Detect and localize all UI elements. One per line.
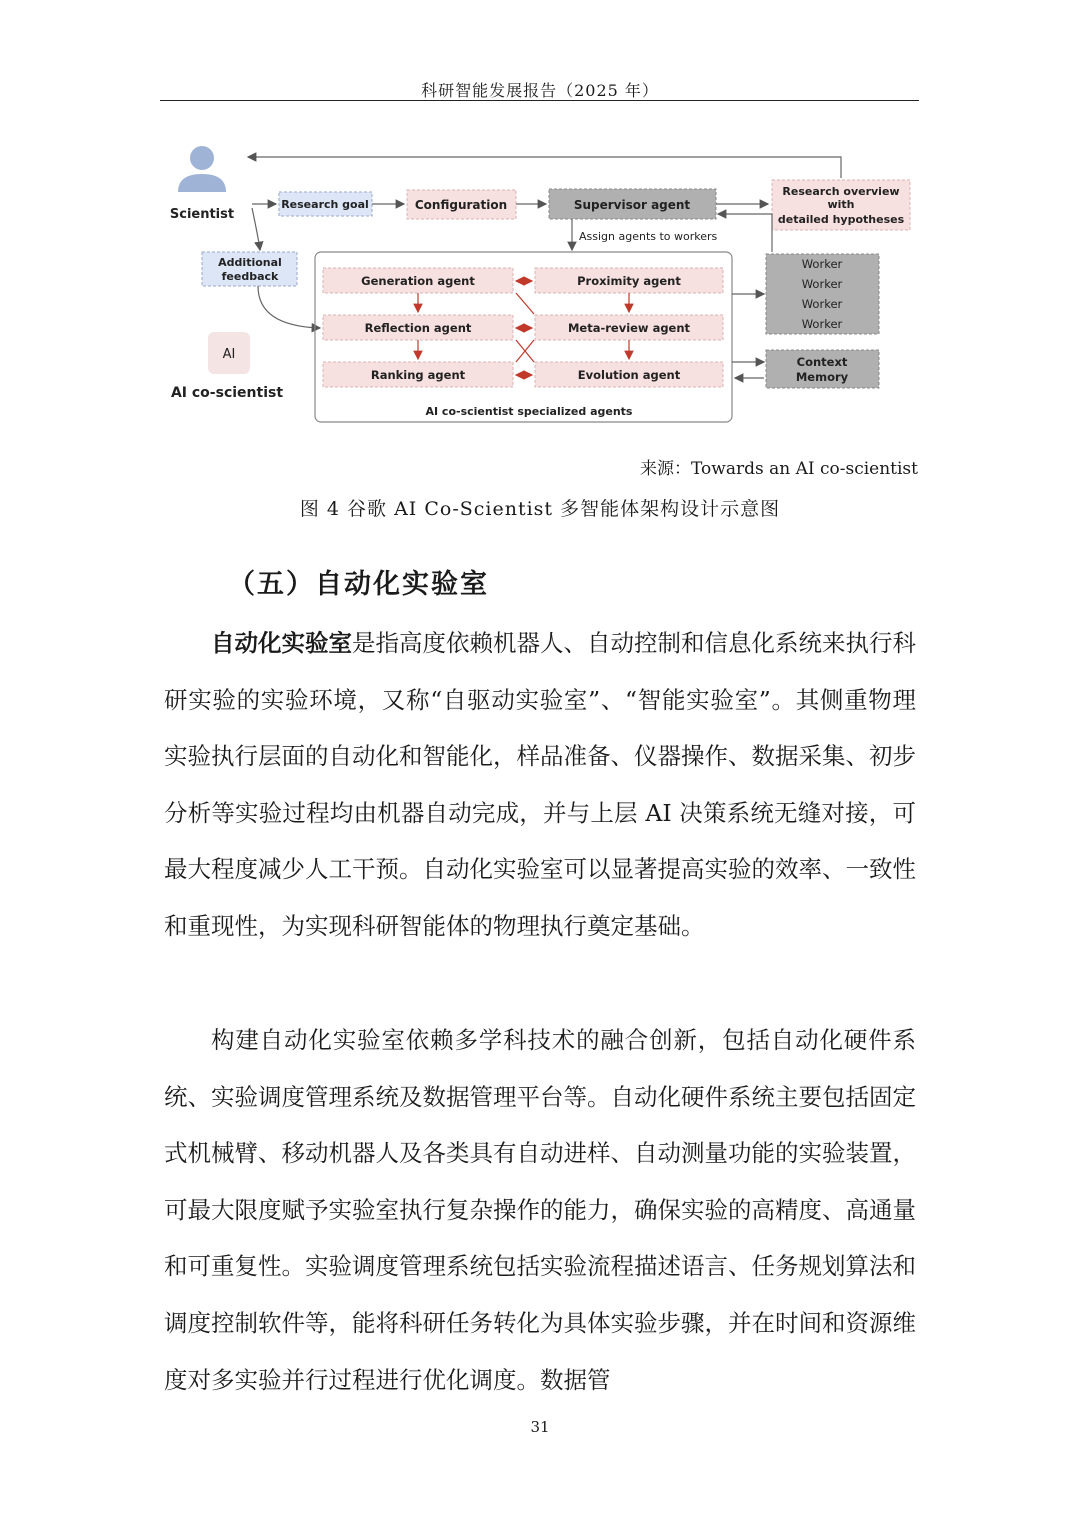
paragraph-2-text: 构建自动化实验室依赖多学科技术的融合创新，包括自动化硬件系统、实验调度管理系统及数据管理平台等。自动化硬件系统主要包括固定式机械臂、移动机器人及各类具有自动进样、自动测量功能的实验装置，可最大限度赋予实验室执行复杂操作的能力，确保实验的高精度、高通量和可重复性。实验调度管理系统包括实验流程描述语言、任务规划算法和调度控制软件等，能将科研任务转化为具体实验步骤，并在时间和资源维度对多实验并行过程进行优化调度。数据管 bbox=[164, 1026, 916, 1394]
supervisor-agent-label: Supervisor agent bbox=[573, 198, 691, 212]
paragraph-1-text: 是指高度依赖机器人、自动控制和信息化系统来执行科研实验的实验环境，又称“自驱动实验室”、“智能实验室”。其侧重物理实验执行层面的自动化和智能化，样品准备、仪器操作、数据采集、初步分析等实验过程均由机器自动完成，并与上层 AI 决策系统无缝对接，可最大程度减少人工干预。自动化实验室可以显著提高实验的效率、一致性和重现性，为实现科研智能体的物理执行奠定基础。 bbox=[164, 629, 916, 940]
architecture-figure bbox=[160, 140, 920, 440]
context-memory-line-1: Context bbox=[796, 355, 848, 369]
figure-caption: 图 4 谷歌 AI Co-Scientist 多智能体架构设计示意图 bbox=[299, 498, 781, 520]
worker-label-3: Worker bbox=[801, 297, 843, 311]
worker-label-2: Worker bbox=[801, 277, 843, 291]
assign-agents-label: Assign agents to workers bbox=[579, 230, 718, 243]
paragraph-1-term: 自动化实验室 bbox=[211, 629, 352, 657]
specialized-agents-label: AI co-scientist specialized agents bbox=[425, 405, 633, 418]
ai-badge-label: AI bbox=[222, 347, 236, 362]
overview-to-scientist-arrow bbox=[248, 157, 841, 178]
scientist-person-icon bbox=[178, 146, 226, 192]
running-header: 科研智能发展报告（2025 年） bbox=[421, 81, 659, 100]
research-overview-line-2: with bbox=[827, 198, 855, 211]
section-heading: （五）自动化实验室 bbox=[228, 569, 489, 600]
proximity-agent-label: Proximity agent bbox=[577, 274, 681, 288]
header-divider bbox=[160, 100, 919, 101]
research-overview-line-1: Research overview bbox=[782, 185, 900, 198]
scientist-label: Scientist bbox=[169, 207, 235, 222]
feedback-to-reflection-arrow bbox=[258, 286, 320, 328]
ai-co-scientist-label: AI co-scientist bbox=[170, 385, 284, 401]
additional-feedback-line-2: feedback bbox=[221, 270, 279, 283]
research-overview-line-3: detailed hypotheses bbox=[777, 213, 905, 226]
page-number: 31 bbox=[530, 1418, 550, 1436]
architecture-diagram bbox=[160, 140, 920, 440]
context-memory-line-2: Memory bbox=[795, 370, 849, 384]
workers-to-supervisor-arrow bbox=[718, 214, 772, 232]
meta-review-agent-label: Meta-review agent bbox=[567, 321, 691, 335]
ranking-agent-label: Ranking agent bbox=[370, 368, 466, 382]
paragraph-2 bbox=[164, 1012, 916, 1408]
evolution-agent-label: Evolution agent bbox=[577, 368, 681, 382]
reflection-agent-label: Reflection agent bbox=[364, 321, 472, 335]
generation-agent-label: Generation agent bbox=[361, 274, 475, 288]
worker-label-1: Worker bbox=[801, 257, 843, 271]
research-goal-label: Research goal bbox=[281, 198, 369, 211]
worker-label-4: Worker bbox=[801, 317, 843, 331]
additional-feedback-line-1: Additional bbox=[218, 256, 282, 269]
configuration-label: Configuration bbox=[414, 198, 508, 212]
scientist-to-feedback-arrow bbox=[252, 208, 260, 250]
figure-source: 来源：Towards an AI co-scientist bbox=[640, 459, 918, 479]
paragraph-1 bbox=[164, 615, 916, 955]
